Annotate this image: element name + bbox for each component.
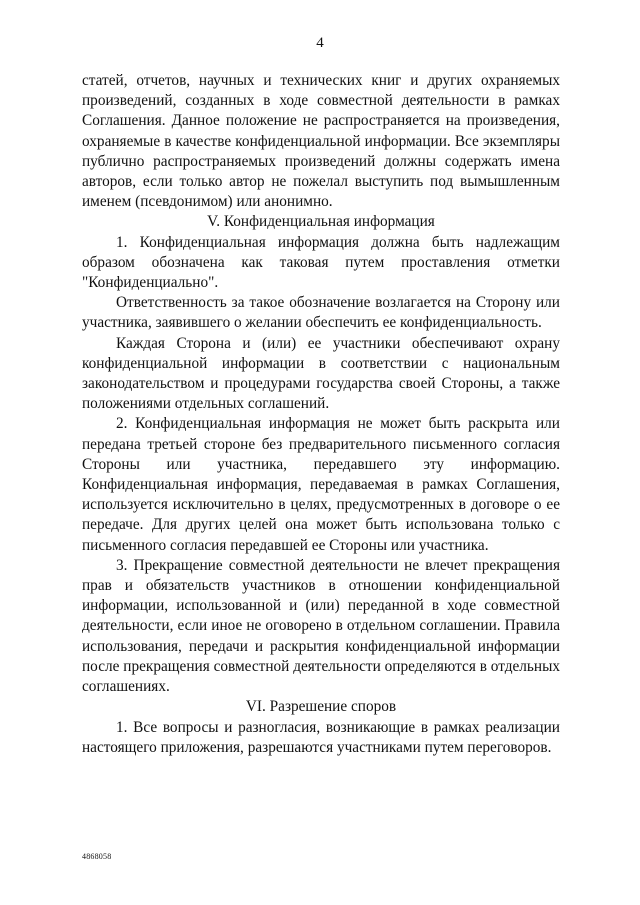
document-body — [82, 71, 560, 758]
paragraph-5-1-responsibility: Ответственность за такое обозначение возлагается на Сторону или участника, заявившего о желании обеспечить ее конфиденциальность. — [82, 294, 560, 332]
document-code: 4868058 — [82, 852, 112, 861]
paragraph-5-3: 3. Прекращение совместной деятельности не влечет прекращения прав и обязательств участников в отношении конфиденциальной информации, использованной и (или) переданной в ходе совместной деятельности, если иное не оговорено в отдельном соглашении. Правила использования, передачи и раскрытия конфиденциальной информации после прекращения совместной деятельности определяются в отдельных соглашениях. — [82, 556, 560, 696]
page-number: 4 — [316, 35, 324, 51]
paragraph-5-2: 2. Конфиденциальная информация не может быть раскрыта или передана третьей стороне без предварительного письменного согласия Стороны или участника, передавшего эту информацию. Конфиденциальная информация, передаваемая в рамках Соглашения, используется исключительно в целях, предусмотренных в договоре о ее передаче. Для других целей она может быть использована только с письменного согласия передавшей ее Стороны или участника. — [82, 415, 560, 554]
paragraph-continuation: статей, отчетов, научных и технических книг и других охраняемых произведений, созданных в ходе совместной деятельности в рамках Соглашения. Данное положение не распространяется на произведения, охраняемые в качестве конфиденциальной информации. Все экземпляры публично распространяемых произведений должны содержать имена авторов, если только автор не пожелал выступить под вымышленным именем (псевдонимом) или анонимно. — [82, 72, 560, 211]
section-heading-dispute-resolution: VI. Разрешение споров — [245, 698, 397, 716]
paragraph-5-1-protection: Каждая Сторона и (или) ее участники обеспечивают охрану конфиденциальной информации в соответствии с национальным законодательством и процедурами государства своей Стороны, а также положениями отдельных соглашений. — [82, 334, 560, 413]
paragraph-5-1: 1. Конфиденциальная информация должна быть надлежащим образом обозначена как таковая путем проставления отметки "Конфиденциально". — [82, 233, 560, 292]
paragraph-6-1: 1. Все вопросы и разногласия, возникающие в рамках реализации настоящего приложения, разрешаются участниками путем переговоров. — [82, 718, 560, 756]
section-heading-confidential-info: V. Конфиденциальная информация — [207, 213, 435, 231]
